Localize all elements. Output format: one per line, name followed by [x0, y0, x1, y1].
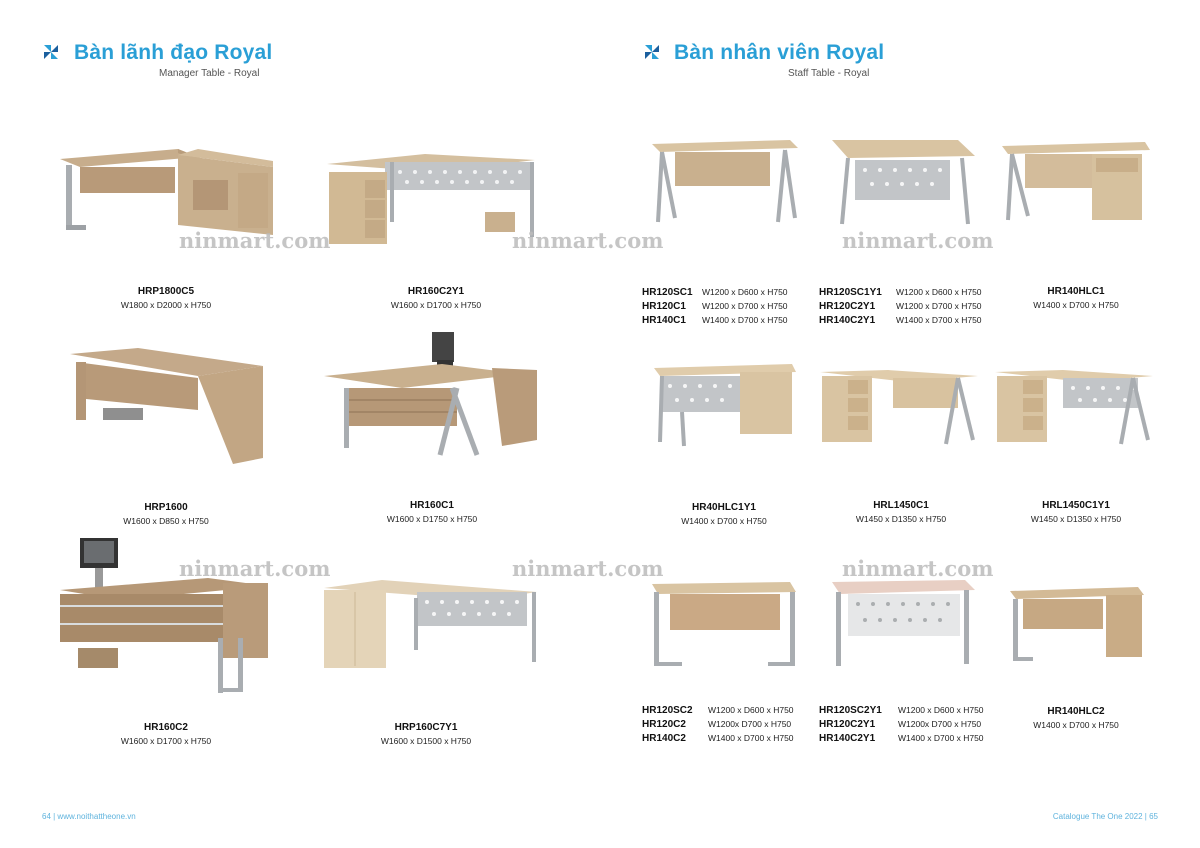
product-dimensions: W1200 x D700 x H750	[702, 301, 788, 311]
staff-product-group-7	[642, 705, 794, 744]
staff-product-group-8	[819, 705, 984, 744]
staff-product-group-9	[1011, 706, 1141, 730]
brand-logo-icon	[643, 43, 661, 61]
product-dimensions: W1400 x D700 x H750	[1033, 300, 1119, 310]
product-code: HR140HLC2	[1047, 706, 1105, 717]
staff-section-subtitle: Staff Table - Royal	[788, 68, 870, 79]
product-dimensions: W1200 x D600 x H750	[708, 705, 794, 715]
staff-product-group-2	[819, 287, 982, 326]
staff-section-title: Bàn nhân viên Royal	[674, 41, 885, 64]
product-code: HR120SC1	[642, 287, 693, 298]
manager-product-1	[101, 286, 231, 310]
product-dimensions: W1200 x D600 x H750	[896, 287, 982, 297]
desk-image-hr120sc1	[650, 138, 800, 228]
product-dimensions: W1600 x D1700 x H750	[390, 300, 482, 310]
footer-left: 64 | www.noithattheone.vn	[42, 812, 136, 821]
desk-image-hrl1450c1y1	[993, 368, 1158, 448]
product-dimensions: W1800 x D2000 x H750	[120, 300, 212, 310]
staff-product-group-4	[659, 502, 789, 526]
product-code: HRL1450C1	[873, 500, 929, 511]
product-dimensions: W1400 x D700 x H750	[898, 733, 984, 743]
brand-logo-icon	[42, 43, 60, 61]
product-code: HR120SC2	[642, 705, 693, 716]
manager-product-6	[361, 722, 491, 746]
product-code: HR120C2Y1	[819, 719, 876, 730]
manager-section-title: Bàn lãnh đạo Royal	[74, 41, 273, 64]
product-code: HR120C1	[642, 301, 686, 312]
product-dimensions: W1600 x D1750 x H750	[386, 514, 478, 524]
product-code: HRP1600	[144, 502, 188, 513]
product-dimensions: W1400 x D700 x H750	[708, 733, 794, 743]
product-dimensions: W1200 x D600 x H750	[702, 287, 788, 297]
manager-product-4	[367, 500, 497, 524]
product-code: HRP1800C5	[137, 286, 195, 297]
staff-product-group-1	[642, 287, 788, 326]
product-code: HR160C2	[144, 722, 188, 733]
desk-image-hrp1600	[68, 348, 268, 468]
desk-image-hr120sc2	[650, 580, 800, 670]
product-dimensions: W1400 x D700 x H750	[896, 315, 982, 325]
manager-product-2	[371, 286, 501, 310]
product-dimensions: W1400 x D700 x H750	[681, 516, 767, 526]
product-code: HR140C2Y1	[819, 733, 876, 744]
product-dimensions: W1200 x D700 x H750	[896, 301, 982, 311]
product-dimensions: W1450 x D1350 x H750	[855, 514, 947, 524]
watermark: ninmart.com	[512, 228, 664, 253]
product-dimensions: W1400 x D700 x H750	[1033, 720, 1119, 730]
product-code: HR140C2	[642, 733, 686, 744]
product-code: HR160C2Y1	[407, 286, 465, 297]
manager-section-subtitle: Manager Table - Royal	[159, 68, 260, 79]
manager-product-5	[101, 722, 231, 746]
desk-image-hr140hlc1	[1000, 140, 1152, 225]
product-dimensions: W1600 x D850 x H750	[123, 516, 209, 526]
product-code: HR140C1	[642, 315, 686, 326]
desk-image-hr120sc1y1	[830, 138, 980, 228]
product-dimensions: W1400 x D700 x H750	[702, 315, 788, 325]
desk-image-hrp1800c5	[58, 145, 278, 240]
product-code: HRL1450C1Y1	[1042, 500, 1110, 511]
product-dimensions: W1600 x D1700 x H750	[120, 736, 212, 746]
watermark: ninmart.com	[512, 556, 664, 581]
product-code: HRP160C7Y1	[394, 722, 458, 733]
desk-image-hr140hlc2	[1008, 585, 1146, 665]
product-dimensions: W1450 x D1350 x H750	[1030, 514, 1122, 524]
manager-product-3	[101, 502, 231, 526]
product-code: HR120C2	[642, 719, 686, 730]
product-dimensions: W1200x D700 x H750	[708, 719, 792, 729]
watermark: ninmart.com	[842, 556, 994, 581]
footer-right: Catalogue The One 2022 | 65	[1052, 812, 1158, 821]
product-dimensions: W1200 x D600 x H750	[898, 705, 984, 715]
watermark: ninmart.com	[179, 556, 331, 581]
staff-product-group-3	[1011, 286, 1141, 310]
desk-image-hr160c2y1	[325, 152, 540, 247]
desk-image-hr40hlc1y1	[652, 362, 797, 448]
product-code: HR140C2Y1	[819, 315, 876, 326]
desk-image-hr160c1	[322, 330, 542, 458]
product-dimensions: W1600 x D1500 x H750	[380, 736, 472, 746]
product-code: HR40HLC1Y1	[692, 502, 756, 513]
product-code: HR120SC1Y1	[819, 287, 882, 298]
watermark: ninmart.com	[842, 228, 994, 253]
desk-image-hrp160c7y1	[322, 578, 542, 673]
product-dimensions: W1200x D700 x H750	[898, 719, 982, 729]
product-code: HR120SC2Y1	[819, 705, 882, 716]
desk-image-hrl1450c1	[818, 368, 983, 448]
product-code: HR120C2Y1	[819, 301, 876, 312]
watermark: ninmart.com	[179, 228, 331, 253]
desk-image-hr120sc2y1	[830, 578, 980, 670]
staff-product-group-6	[1011, 500, 1141, 524]
product-code: HR160C1	[410, 500, 454, 511]
product-code: HR140HLC1	[1047, 286, 1105, 297]
staff-product-group-5	[836, 500, 966, 524]
